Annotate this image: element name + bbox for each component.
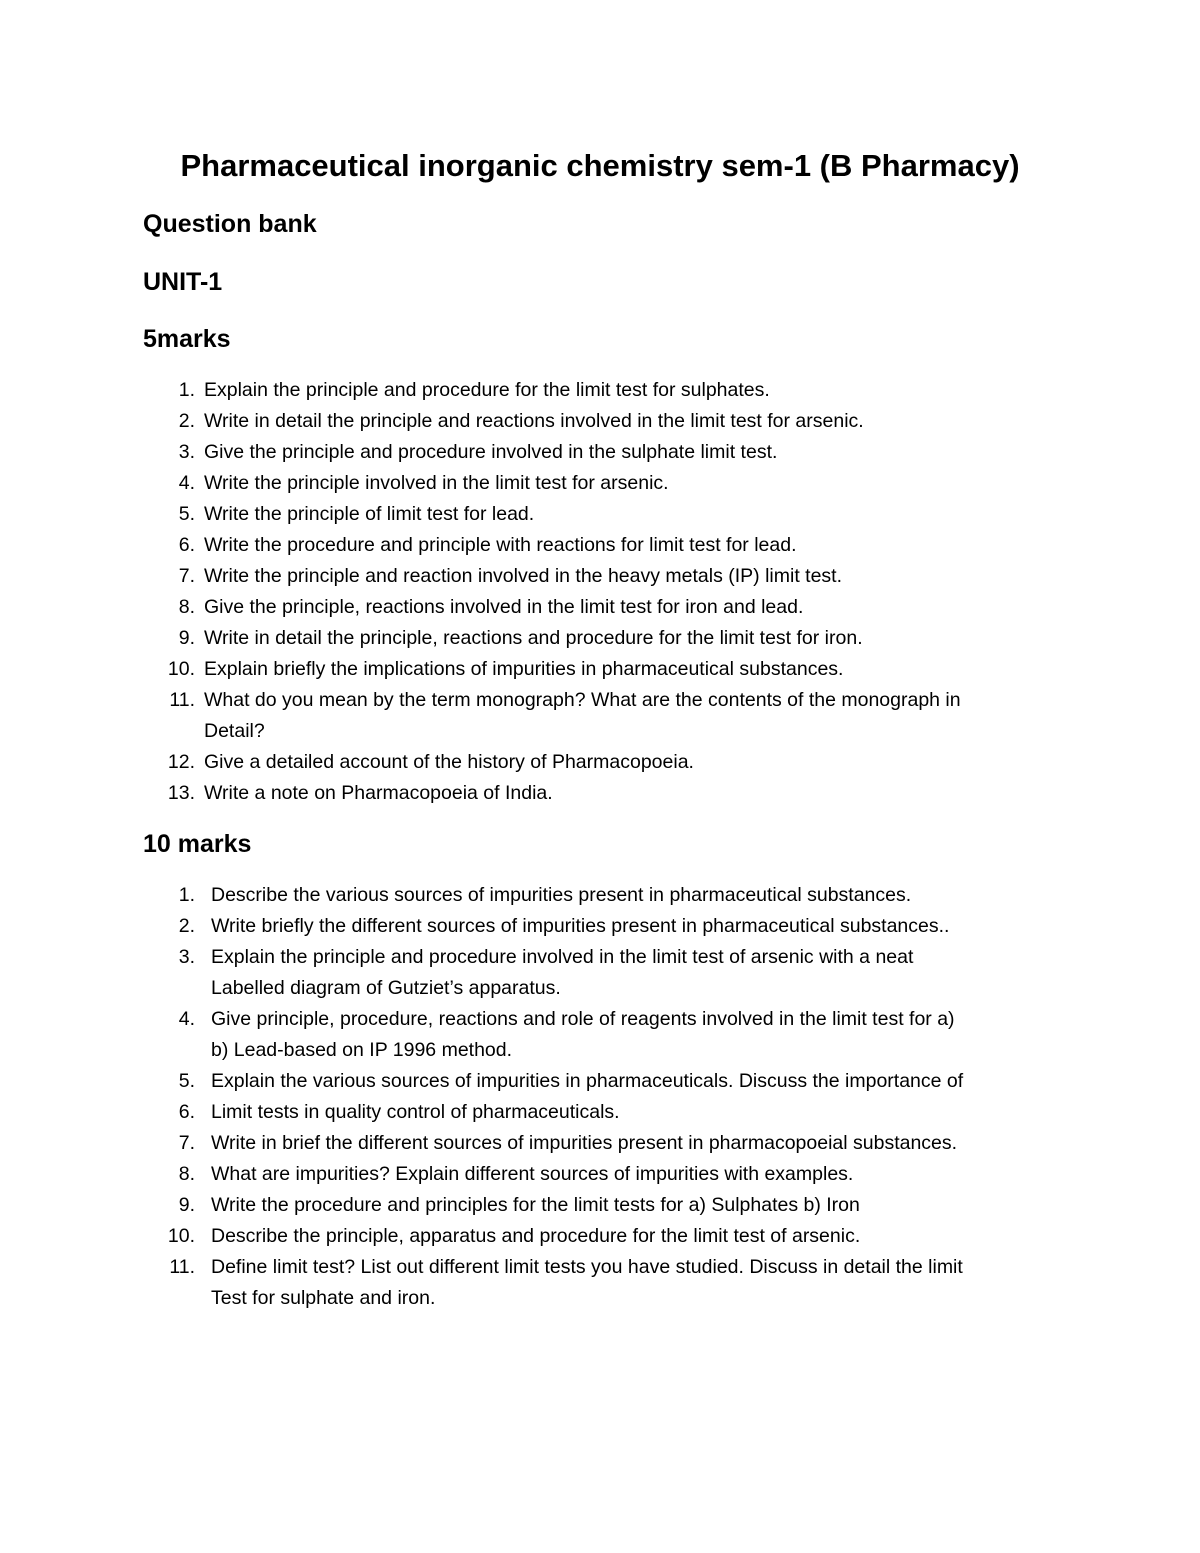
question-text: Explain the principle and procedure involved in the limit test of arsenic with a neat	[211, 946, 914, 968]
question-item	[0, 654, 1200, 685]
question-number: 3.	[178, 946, 195, 968]
question-item	[0, 561, 1200, 592]
question-text: b) Lead-based on IP 1996 method.	[211, 1039, 513, 1061]
question-number: 7.	[178, 565, 195, 587]
question-item	[0, 1066, 1200, 1097]
question-item	[0, 530, 1200, 561]
question-text: Limit tests in quality control of pharmaceuticals.	[211, 1101, 620, 1123]
question-number: 8.	[178, 596, 195, 618]
document-title: Pharmaceutical inorganic chemistry sem-1 (B Pharmacy)	[180, 148, 1020, 183]
question-item	[0, 1159, 1200, 1190]
question-text: Write the principle and reaction involved in the heavy metals (IP) limit test.	[204, 565, 843, 587]
question-item	[0, 942, 1200, 973]
question-number: 7.	[178, 1132, 195, 1154]
question-text: Give a detailed account of the history of Pharmacopoeia.	[204, 751, 694, 773]
question-text: Write the procedure and principles for the limit tests for a) Sulphates b) Iron	[211, 1194, 860, 1216]
question-number: 9.	[178, 1194, 195, 1216]
question-text: Write in detail the principle and reactions involved in the limit test for arsenic.	[204, 410, 864, 432]
question-item	[0, 685, 1200, 716]
question-text: Define limit test? List out different limit tests you have studied. Discuss in detail the limit	[211, 1256, 963, 1278]
question-text: Write in detail the principle, reactions and procedure for the limit test for iron.	[204, 627, 863, 649]
question-number: 13.	[167, 782, 195, 804]
question-item	[0, 747, 1200, 778]
question-text: Write briefly the different sources of impurities present in pharmaceutical substances..	[211, 915, 950, 937]
unit-heading: UNIT-1	[143, 268, 223, 296]
question-number: 6.	[178, 534, 195, 556]
question-number: 9.	[178, 627, 195, 649]
question-number: 3.	[178, 441, 195, 463]
question-item	[0, 623, 1200, 654]
question-item-continuation	[0, 973, 1200, 1004]
question-number: 11.	[169, 689, 195, 711]
question-item	[0, 499, 1200, 530]
question-number: 12.	[167, 751, 195, 773]
question-text: Write the procedure and principle with reactions for limit test for lead.	[204, 534, 797, 556]
question-item-continuation	[0, 1283, 1200, 1314]
question-text: Write a note on Pharmacopoeia of India.	[204, 782, 553, 804]
question-text: Explain briefly the implications of impurities in pharmaceutical substances.	[204, 658, 844, 680]
question-item	[0, 1252, 1200, 1283]
question-item	[0, 437, 1200, 468]
subtitle-question-bank: Question bank	[143, 210, 317, 238]
question-text: Write the principle of limit test for lead.	[204, 503, 535, 525]
question-number: 1.	[178, 379, 195, 401]
question-text: Give the principle, reactions involved in the limit test for iron and lead.	[204, 596, 804, 618]
question-text: Write in brief the different sources of impurities present in pharmacopoeial substances.	[211, 1132, 958, 1154]
question-item	[0, 406, 1200, 437]
question-item-continuation	[0, 716, 1200, 747]
question-text: Write the principle involved in the limit test for arsenic.	[204, 472, 669, 494]
question-list-5marks	[0, 375, 1200, 809]
question-text: Test for sulphate and iron.	[211, 1287, 436, 1309]
question-item-continuation	[0, 1035, 1200, 1066]
question-text: Explain the various sources of impurities in pharmaceuticals. Discuss the importance of	[211, 1070, 964, 1092]
question-number: 5.	[178, 503, 195, 525]
question-number: 10.	[167, 658, 195, 680]
section-heading-10marks: 10 marks	[143, 830, 252, 858]
question-item	[0, 911, 1200, 942]
question-text: Describe the various sources of impurities present in pharmaceutical substances.	[211, 884, 912, 906]
question-number: 5.	[178, 1070, 195, 1092]
question-list-10marks	[0, 880, 1200, 1314]
question-text: Describe the principle, apparatus and procedure for the limit test of arsenic.	[211, 1225, 861, 1247]
question-number: 1.	[178, 884, 195, 906]
question-text: Labelled diagram of Gutziet’s apparatus.	[211, 977, 561, 999]
question-item	[0, 1221, 1200, 1252]
question-number: 4.	[178, 1008, 195, 1030]
question-item	[0, 778, 1200, 809]
question-number: 10.	[167, 1225, 195, 1247]
question-number: 2.	[178, 410, 195, 432]
question-text: Give the principle and procedure involved in the sulphate limit test.	[204, 441, 778, 463]
question-text: What do you mean by the term monograph? What are the contents of the monograph in	[204, 689, 961, 711]
question-text: Explain the principle and procedure for the limit test for sulphates.	[204, 379, 770, 401]
question-item	[0, 1190, 1200, 1221]
question-text: Detail?	[204, 720, 265, 742]
question-number: 6.	[178, 1101, 195, 1123]
question-item	[0, 592, 1200, 623]
question-item	[0, 1097, 1200, 1128]
question-number: 2.	[178, 915, 195, 937]
question-text: Give principle, procedure, reactions and role of reagents involved in the limit test for a)	[211, 1008, 955, 1030]
question-item	[0, 375, 1200, 406]
question-item	[0, 468, 1200, 499]
question-number: 11.	[169, 1256, 195, 1278]
question-text: What are impurities? Explain different sources of impurities with examples.	[211, 1163, 854, 1185]
question-item	[0, 1004, 1200, 1035]
section-heading-5marks: 5marks	[143, 325, 231, 353]
question-number: 4.	[178, 472, 195, 494]
question-item	[0, 1128, 1200, 1159]
question-number: 8.	[178, 1163, 195, 1185]
question-item	[0, 880, 1200, 911]
